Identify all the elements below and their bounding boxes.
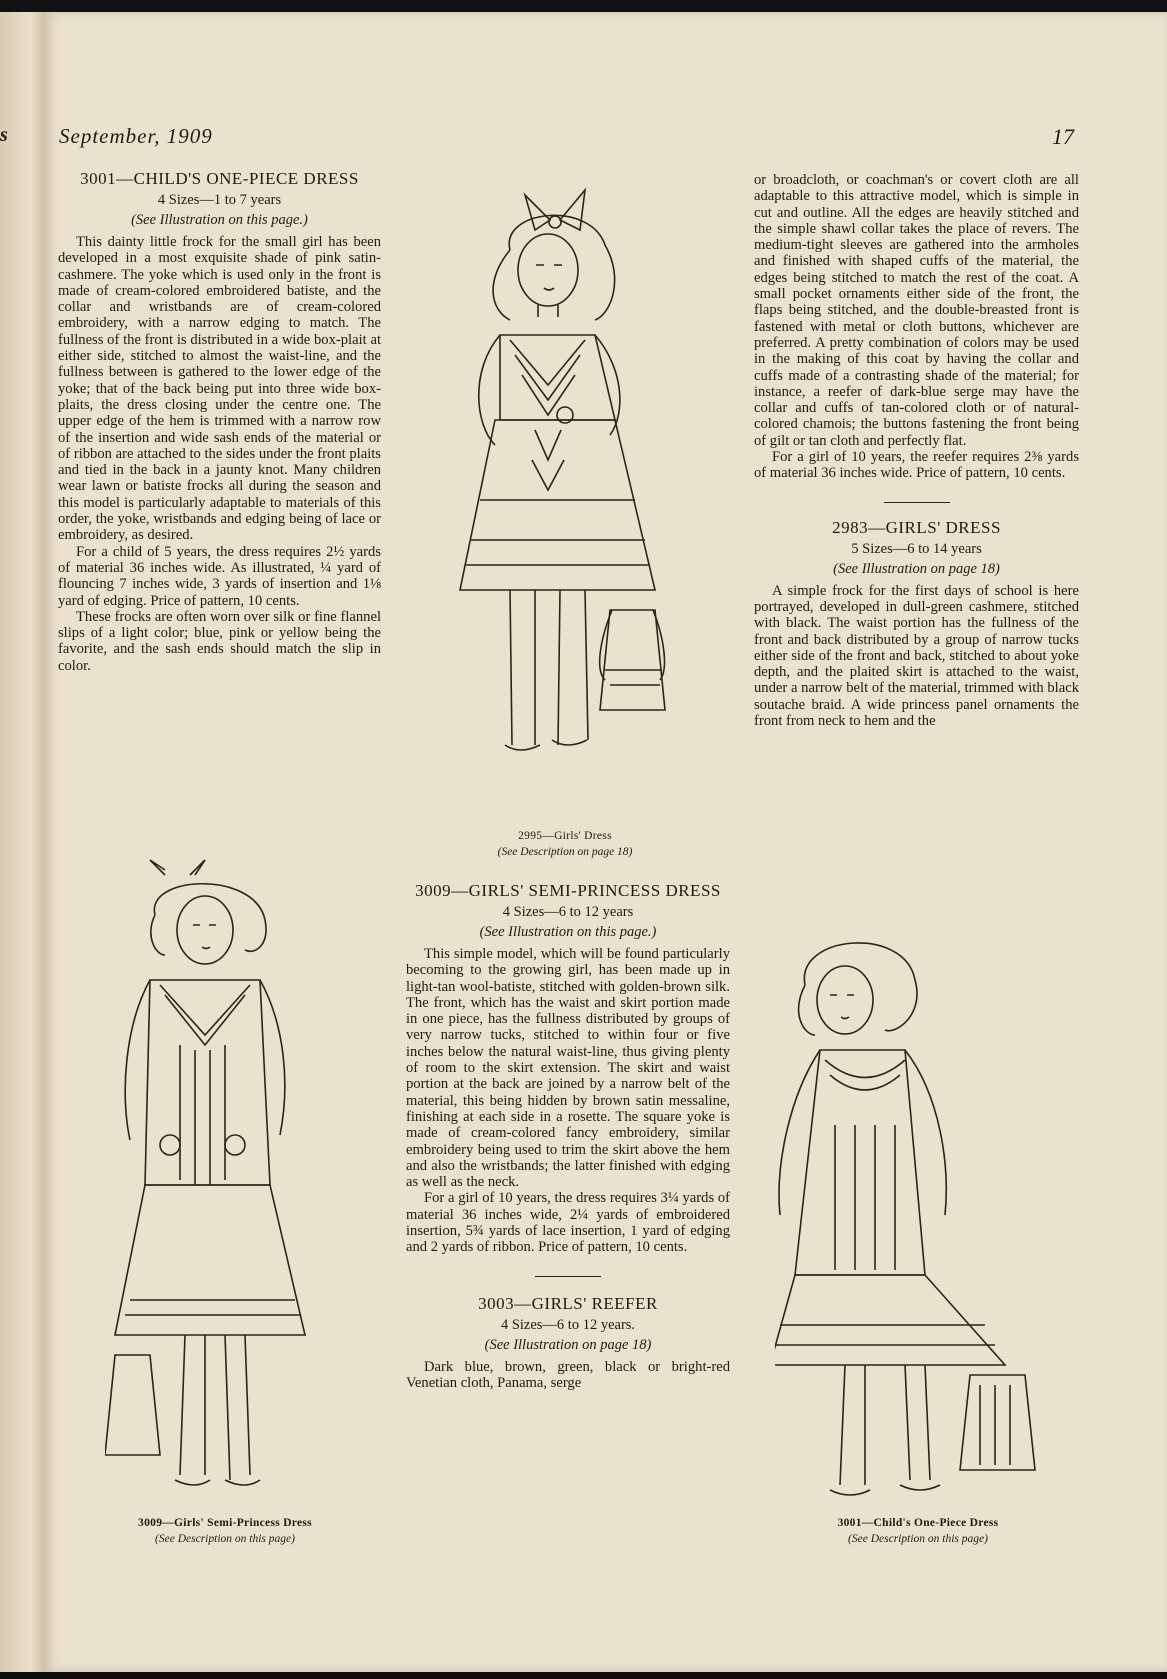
caption-number: 3009—Girls' Semi-Princess Dress [138, 1517, 312, 1529]
caption-3009 [85, 1515, 365, 1547]
paragraph: or broadcloth, or coachman's or covert cloth are all adaptable to this attractive model, which is simple in cut and outline. All the edges are heavily stitched and the simple shawl collar takes the place of revers. The medium-tight sleeves are gathered into the armholes and finished with shaped cuffs of the material, the edges being stitched to match the rest of the coat. A small pocket ornaments either side of the front, the flaps being stitched, and the double-breasted front is fastened with metal or cloth buttons, whichever are preferred. A pretty combination of colors may be used in the making of this coat by having the collar and cuffs made of a contrasting shade of the material; for instance, a reefer of dark-blue serge may have the collar and cuffs of tan-colored cloth or of natural-colored chamois; the buttons fastening the front being of gilt or tan cloth and perfectly flat. [754, 172, 1079, 449]
caption-2995 [430, 828, 700, 860]
page-number: 17 [1052, 124, 1074, 149]
paragraph: Dark blue, brown, green, black or bright-red Venetian cloth, Panama, serge [406, 1358, 730, 1391]
paragraph: A simple frock for the first days of school is here portrayed, developed in dull-green cashmere, stitched with black. The waist portion has the fullness of the front and back distributed by a group of narrow tucks either side of the front and back, stitched to about yoke depth, and the plaited skirt is attached to the waist, under a narrow belt of the material, trimmed with black soutache braid. A wide princess panel ornaments the front from neck to hem and the [754, 582, 1079, 730]
scan-border [0, 0, 1167, 12]
article-title: 3009—GIRLS' SEMI-PRINCESS DRESS [415, 881, 721, 900]
article-title: 3003—GIRLS' REEFER [478, 1293, 658, 1313]
caption-number: 2995—Girls' Dress [518, 830, 612, 842]
article-sizes: 4 Sizes—1 to 7 years [157, 192, 282, 208]
article-illustration-ref: (See Illustration on page 18) [833, 560, 1000, 577]
paragraph: These frocks are often worn over silk or fine flannel slips of a light color; blue, pink or yellow being the favorite, and the sash ends should match the slip in color. [58, 608, 381, 674]
article-title: 3001—CHILD'S ONE-PIECE DRESS [80, 169, 359, 188]
caption-ref: (See Description on this page) [848, 1533, 988, 1545]
article-sizes: 4 Sizes—6 to 12 years [502, 904, 634, 920]
girl-in-dress-2995-illustration [440, 170, 690, 825]
article-illustration-ref: (See Illustration on this page.) [131, 212, 308, 228]
article-3001 [58, 168, 381, 674]
paragraph: For a child of 5 years, the dress requires 2½ yards of material 36 inches wide. As illustrated, ¼ yard of flouncing 7 inches wide, 3 yards of insertion and 1⅛ yard of edging. Price of pattern, 10 cents. [58, 543, 381, 609]
article-2983 [754, 517, 1079, 730]
margin-fragment: s [0, 124, 8, 146]
adjacent-page-edge [0, 12, 44, 1672]
caption-number: 3001—Child's One-Piece Dress [837, 1517, 999, 1529]
article-3009 [406, 880, 730, 1391]
article-title: 2983—GIRLS' DRESS [832, 517, 1001, 537]
running-head-date: September, 1909 [59, 124, 213, 148]
article-sizes: 4 Sizes—6 to 12 years. [500, 1316, 636, 1333]
paragraph: For a girl of 10 years, the reefer requires 2⅜ yards of material 36 inches wide. Price of pattern, 10 cents. [754, 449, 1079, 482]
article-3003-continued [754, 172, 1079, 729]
caption-ref: (See Description on page 18) [497, 846, 633, 858]
girl-in-dress-3001-illustration [775, 925, 1065, 1505]
paragraph: For a girl of 10 years, the dress requires 3¼ yards of material 36 inches wide, 2¼ yards of embroidered insertion, 5¾ yards of lace insertion, 1 yard of edging and 2 yards of ribbon. Price of pattern, 10 cents. [406, 1190, 730, 1256]
caption-ref: (See Description on this page) [155, 1533, 295, 1545]
girl-in-dress-3009-illustration [105, 855, 345, 1505]
caption-3001 [778, 1515, 1058, 1547]
article-sizes: 5 Sizes—6 to 14 years [851, 540, 982, 557]
article-illustration-ref: (See Illustration on page 18) [484, 1336, 652, 1353]
paragraph: This dainty little frock for the small girl has been developed in a most exquisite shade of pink satin-cashmere. The yoke which is used only in the front is made of cream-colored embroidered batiste, and the collar and wristbands are of cream-colored embroidery, with a narrow edging to match. The fullness of the front is distributed in a wide box-plait at either side, stitched to almost the waist-line, and the fullness between is gathered to the lower edge of the yoke; that of the back being put into three wide box-plaits, the dress closing under the centre one. The upper edge of the hem is trimmed with a narrow row of the insertion and wide sash ends of the material or of ribbon are attached to the sides under the front plaits and tied in the back in a jaunty knot. Many children wear lawn or batiste frocks all during the season and this model is particularly adaptable to materials of this order, the yoke, wristbands and edging being of lace or embroidery, as desired. [58, 234, 381, 544]
paragraph: This simple model, which will be found particularly becoming to the growing girl, has been made up in light-tan wool-batiste, stitched with golden-brown silk. The front, which has the waist and skirt portion made in one piece, has the fullness distributed by groups of very narrow tucks, stitched to within four or five inches below the natural waist-line, thus giving plenty of room to the skirt extension. The skirt and waist portion at the back are joined by a narrow belt of the material, this being hidden by brown satin messaline, finishing at each side in a rosette. The square yoke is made of cream-colored fancy embroidery, similar embroidery being used to trim the skirt above the hem and also the wristbands; the latter finished with edging as well as the neck. [406, 946, 730, 1191]
article-illustration-ref: (See Illustration on this page.) [479, 924, 657, 940]
